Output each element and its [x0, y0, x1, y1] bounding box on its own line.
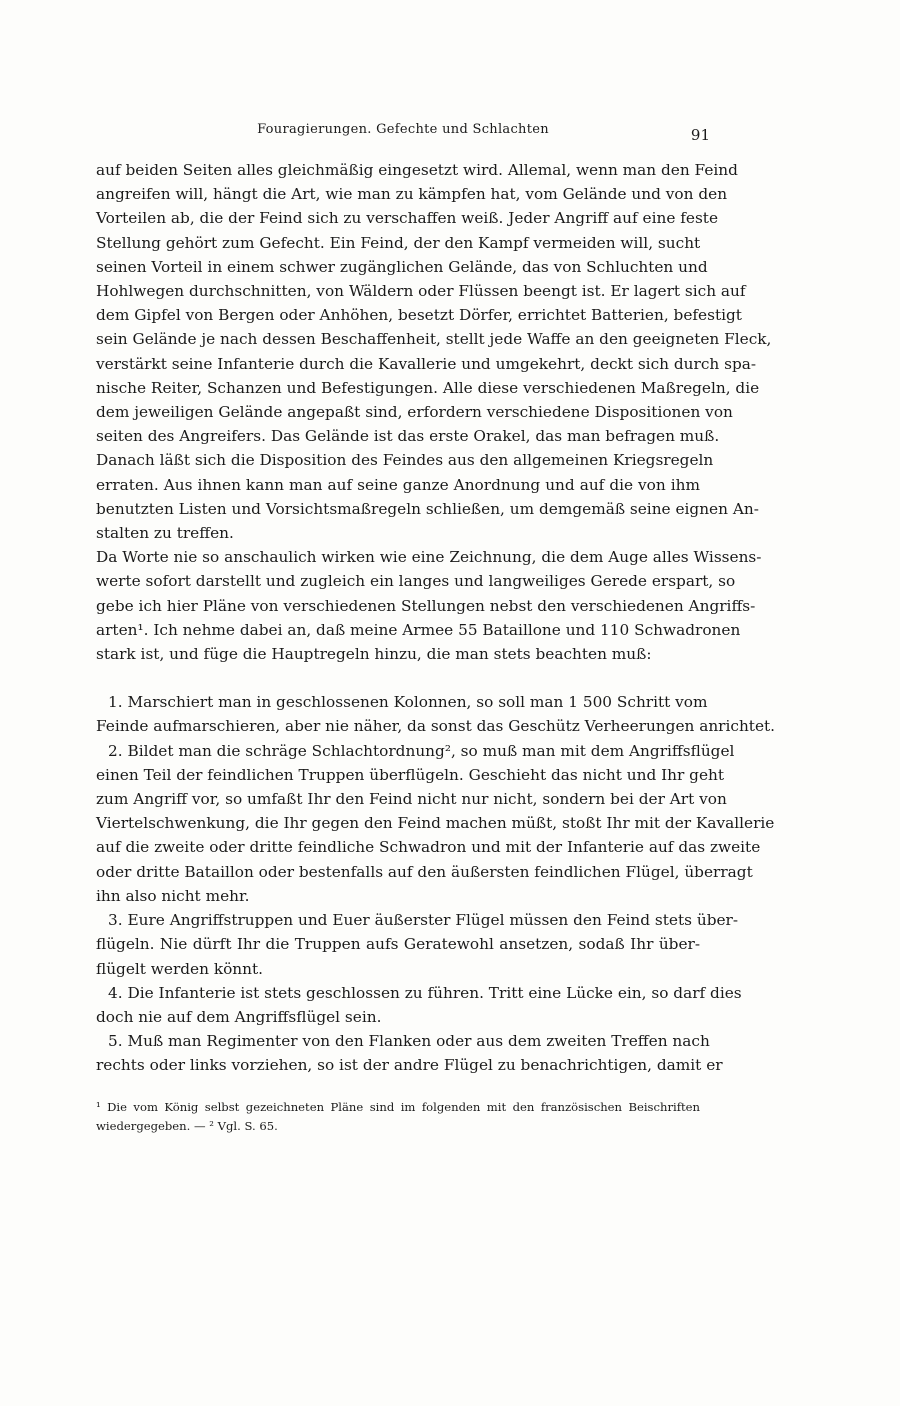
text-line: erraten. Aus ihnen kann man auf seine ganze Anordnung und auf die von ihm	[96, 475, 700, 494]
text-line: sein Gelände je nach dessen Beschaffenheit, stellt jede Waffe an den geeigneten Fleck,	[96, 330, 772, 349]
text-line: Hohlwegen durchschnitten, von Wäldern oder Flüssen beengt ist. Er lagert sich auf	[96, 282, 746, 301]
text-line: Vorteilen ab, die der Feind sich zu verschaffen weiß. Jeder Angriff auf eine feste	[96, 209, 719, 228]
rule-2	[96, 739, 775, 908]
text-line: dem jeweiligen Gelände angepaßt sind, erfordern verschiedene Dispositionen von	[96, 403, 733, 422]
text-line: 2. Bildet man die schräge Schlachtordnung², so muß man mit dem Angriffsflügel	[108, 741, 735, 760]
text-line: werte sofort darstellt und zugleich ein langes und langweiliges Gerede erspart, so	[96, 572, 736, 591]
text-line: rechts oder links vorziehen, so ist der andre Flügel zu benachrichtigen, damit er	[96, 1056, 723, 1075]
rule-5	[96, 1029, 723, 1077]
text-line: gebe ich hier Pläne von verschiedenen Stellungen nebst den verschiedenen Angriffs-	[96, 596, 756, 615]
text-line: Da Worte nie so anschaulich wirken wie eine Zeichnung, die dem Auge alles Wissens-	[96, 548, 762, 567]
text-line: stalten zu treffen.	[96, 524, 234, 543]
text-line: seinen Vorteil in einem schwer zugänglichen Gelände, das von Schluchten und	[96, 257, 708, 276]
paragraph-2	[96, 545, 762, 666]
paragraph-1	[96, 158, 772, 545]
text-line: arten¹. Ich nehme dabei an, daß meine Armee 55 Bataillone und 110 Schwadronen	[96, 620, 741, 639]
text-line: doch nie auf dem Angriffsflügel sein.	[96, 1007, 382, 1026]
rule-4	[96, 981, 742, 1029]
text-line: ihn also nicht mehr.	[96, 886, 250, 905]
text-line: Feinde aufmarschieren, aber nie näher, da sonst das Geschütz Verheerungen anrichtet.	[96, 717, 776, 736]
footnotes	[96, 1098, 700, 1136]
text-line: Danach läßt sich die Disposition des Feindes aus den allgemeinen Kriegsregeln	[96, 451, 714, 470]
text-line: dem Gipfel von Bergen oder Anhöhen, besetzt Dörfer, errichtet Batterien, befestigt	[96, 306, 742, 325]
text-line: 5. Muß man Regimenter von den Flanken oder aus dem zweiten Treffen nach	[108, 1032, 710, 1051]
running-title: Fouragierungen. Gefechte und Schlachten	[257, 122, 549, 137]
rule-3	[96, 908, 739, 981]
text-line: stark ist, und füge die Hauptregeln hinzu, die man stets beachten muß:	[96, 645, 652, 664]
text-line: flügelt werden könnt.	[96, 959, 264, 978]
text-line: angreifen will, hängt die Art, wie man zu kämpfen hat, vom Gelände und von den	[96, 185, 728, 204]
text-line: oder dritte Bataillon oder bestenfalls auf den äußersten feindlichen Flügel, überragt	[96, 862, 753, 881]
text-line: verstärkt seine Infanterie durch die Kavallerie und umgekehrt, deckt sich durch spa-	[96, 354, 757, 373]
text-line: zum Angriff vor, so umfaßt Ihr den Feind nicht nur nicht, sondern bei der Art von	[96, 790, 727, 809]
text-line: Stellung gehört zum Gefecht. Ein Feind, der den Kampf vermeiden will, sucht	[96, 233, 701, 252]
text-line: auf beiden Seiten alles gleichmäßig eingesetzt wird. Allemal, wenn man den Feind	[96, 161, 738, 179]
text-line: 1. Marschiert man in geschlossenen Kolonnen, so soll man 1 500 Schritt vom	[108, 693, 708, 712]
text-line: Viertelschwenkung, die Ihr gegen den Feind machen müßt, stoßt Ihr mit der Kavallerie	[96, 814, 775, 833]
text-line: flügeln. Nie dürft Ihr die Truppen aufs Geratewohl ansetzen, sodaß Ihr über-	[96, 935, 700, 954]
rule-1	[96, 690, 776, 738]
text-line: 3. Eure Angriffstruppen und Euer äußerster Flügel müssen den Feind stets über-	[108, 911, 739, 930]
text-line: seiten des Angreifers. Das Gelände ist das erste Orakel, das man befragen muß.	[96, 427, 720, 446]
text-line: 4. Die Infanterie ist stets geschlossen zu führen. Tritt eine Lücke ein, so darf dies	[108, 983, 742, 1002]
text-line: nische Reiter, Schanzen und Befestigungen. Alle diese verschiedenen Maßregeln, die	[96, 378, 760, 397]
footnote-line: wiedergegeben. — ² Vgl. S. 65.	[96, 1119, 278, 1133]
text-line: auf die zweite oder dritte feindliche Schwadron und mit der Infanterie auf das zweite	[96, 838, 761, 857]
page-header	[96, 120, 710, 144]
text-line: einen Teil der feindlichen Truppen überflügeln. Geschieht das nicht und Ihr geht	[96, 765, 725, 784]
body-text	[96, 158, 776, 1078]
page-number: 91	[690, 126, 710, 144]
footnote-line: ¹ Die vom König selbst gezeichneten Pläne sind im folgenden mit den französischen Beischriften	[96, 1100, 700, 1114]
paragraph-spacer	[96, 666, 700, 690]
text-line: benutzten Listen und Vorsichtsmaßregeln schließen, um demgemäß seine eignen An-	[96, 499, 759, 518]
